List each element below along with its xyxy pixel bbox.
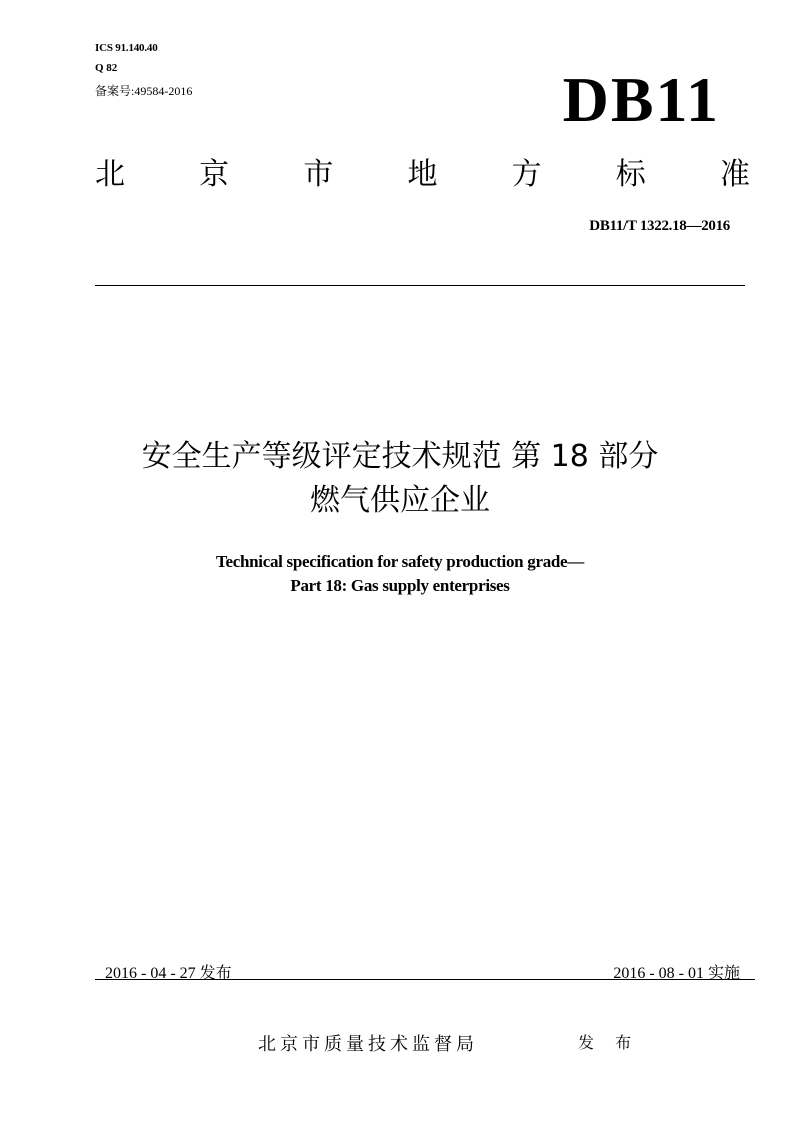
category-char: 方 (511, 157, 542, 192)
top-divider (95, 285, 745, 286)
title-cn-line1: 安全生产等级评定技术规范 第 18 部分 (141, 439, 659, 474)
category-char: 市 (303, 157, 334, 192)
issuing-authority: 北京市质量技术监督局 (258, 1034, 478, 1055)
standard-number: DB11/T 1322.18—2016 (589, 218, 730, 234)
implementation-date: 2016 - 08 - 01 实施 (613, 965, 740, 982)
ccs-code: Q 82 (95, 62, 118, 74)
category-char: 地 (407, 157, 438, 192)
bottom-divider (95, 979, 755, 980)
issue-date: 2016 - 04 - 27 发布 (105, 965, 232, 982)
title-en-line2: Part 18: Gas supply enterprises (290, 576, 510, 595)
category-char: 标 (615, 157, 646, 192)
title-english (50, 550, 750, 598)
standard-category (95, 155, 750, 195)
title-en-line1: Technical specification for safety production grade— (216, 552, 584, 571)
filing-number: 备案号:49584-2016 (95, 84, 193, 98)
issue-action: 发 布 (578, 1033, 640, 1052)
category-char: 北 (95, 157, 125, 192)
category-char: 京 (199, 157, 230, 192)
title-chinese (50, 435, 750, 523)
title-cn-line2: 燃气供应企业 (310, 483, 490, 518)
ics-code: ICS 91.140.40 (95, 42, 158, 54)
standard-logo: DB11 (562, 64, 720, 135)
category-char: 准 (719, 157, 750, 192)
